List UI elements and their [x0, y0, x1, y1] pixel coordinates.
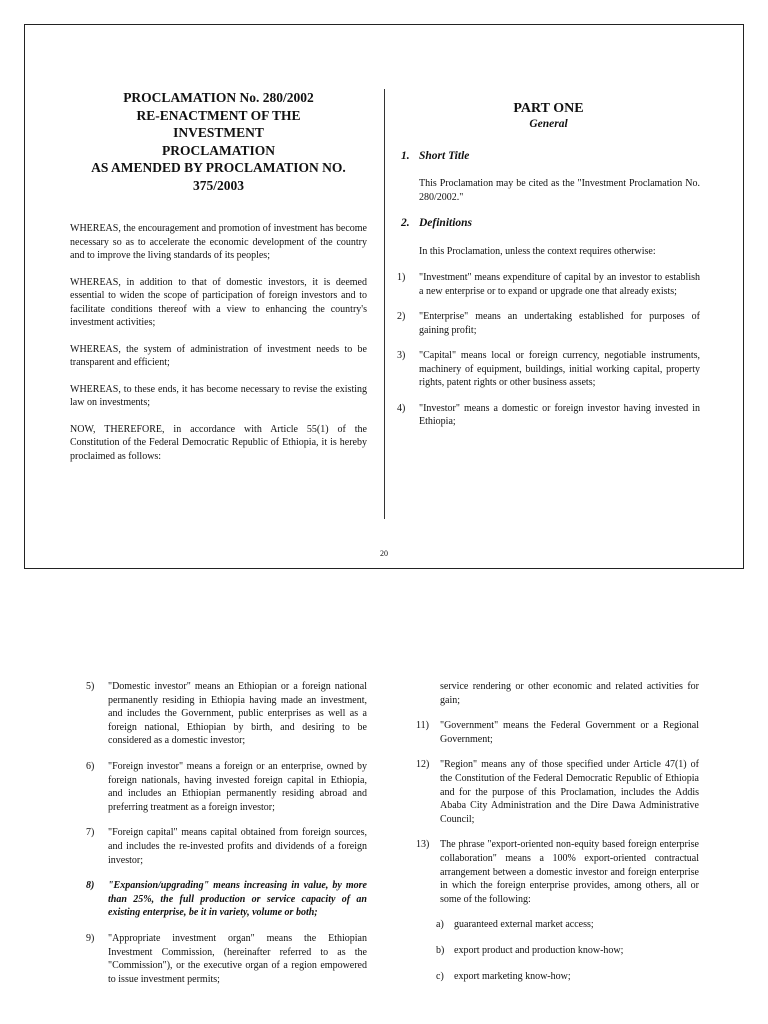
definition-item: [86, 932, 367, 986]
item-text: "Investor" means a domestic or foreign investor having invested in Ethiopia;: [419, 402, 700, 427]
item-number: 6): [86, 760, 95, 772]
sub-item-text: export product and production know-how;: [454, 944, 624, 956]
sub-item-letter: b): [436, 944, 445, 956]
definition-item: [397, 349, 700, 390]
item-number: 8): [86, 880, 95, 892]
item-text: "Domestic investor" means an Ethiopian or a foreign national permanently residing in Ethiopia having made an investment, and includes the Government, public enterprises as well as a foreign national, Ethiopian by birth, and desiring to be considered as a domestic investor;: [108, 681, 367, 747]
definition-item: [416, 719, 699, 746]
section-heading-short-title: [401, 150, 700, 164]
item-number: 3): [397, 350, 406, 361]
title-line: AS AMENDED BY PROCLAMATION NO.: [91, 160, 346, 175]
item-text: "Foreign capital" means capital obtained from foreign sources, and includes the re-invested profits and dividends of a foreign investor;: [108, 827, 367, 866]
definition-item: [397, 402, 700, 429]
item-number: 1): [397, 272, 406, 283]
item-text: "Capital" means local or foreign currency, negotiable instruments, machinery of equipment, buildings, initial working capital, property rights, patent rights or other business assets;: [419, 350, 700, 388]
continued-text: service rendering or other economic and related activities for gain;: [440, 681, 699, 706]
whereas-paragraph: WHEREAS, in addition to that of domestic investors, it is deemed essential to widen the scope of participation of foreign investors and to facilitate conditions thereof with a view to enhancing the country's investment activities;: [70, 276, 367, 328]
definition-item-amended: [86, 879, 367, 920]
section-heading-definitions: [401, 217, 700, 231]
whereas-paragraph: WHEREAS, to these ends, it has become necessary to revise the existing law on investments;: [70, 383, 367, 408]
part-title: PART ONE: [513, 101, 584, 116]
section-text: This Proclamation may be cited as the "Investment Proclamation No. 280/2002.": [419, 178, 700, 203]
section-intro: In this Proclamation, unless the context requires otherwise:: [419, 245, 656, 257]
item-number: 5): [86, 681, 95, 692]
column-divider: [384, 89, 385, 519]
section-title: Definitions: [419, 217, 473, 229]
item-number: 11): [416, 720, 429, 732]
definition-item: [397, 271, 700, 298]
item-text: "Government" means the Federal Government or a Regional Government;: [440, 720, 699, 745]
title-line: RE-ENACTMENT OF THE: [136, 107, 301, 123]
item-number: 2): [397, 311, 406, 322]
item-text: "Region" means any of those specified under Article 47(1) of the Constitution of the Federal Democratic Republic of Ethiopia and for the purpose of this Proclamation, includes the Addis Ababa City Administration and the Dire Dawa Administrative Council;: [440, 759, 699, 825]
definition-item: [86, 680, 367, 748]
item-text: "Investment" means expenditure of capital by an investor to establish a new enterprise or to expand or upgrade one that already exists;: [419, 272, 700, 297]
item-text: "Appropriate investment organ" means the Ethiopian Investment Commission, (hereinafter referred to as the "Commission"), or the executive organ of a region empowered to issue investment permits;: [108, 932, 367, 985]
definition-item: [416, 838, 699, 906]
section-number: 1.: [401, 149, 410, 162]
sub-item-letter: c): [436, 970, 444, 982]
sub-item: [436, 944, 699, 958]
item-text: "Enterprise" means an undertaking established for purposes of gaining profit;: [419, 311, 700, 336]
title-line: PROCLAMATION No. 280/2002: [123, 90, 314, 105]
whereas-paragraph: WHEREAS, the encouragement and promotion of investment has become necessary so as to accelerate the economic development of the country and to improve the living standards of its peoples;: [70, 223, 367, 261]
right-column: [397, 100, 700, 441]
right-column: [416, 680, 699, 995]
item-text: "Expansion/upgrading" means increasing in value, by more than 25%, the full production or service capacity of an existing enterprise, be it in variety, volume or both;: [108, 880, 367, 919]
page-number: 20: [380, 549, 388, 558]
sub-item-text: guaranteed external market access;: [454, 919, 594, 931]
left-column: [86, 680, 367, 998]
left-column: [70, 89, 367, 476]
section-title: Short Title: [419, 149, 470, 162]
whereas-paragraph: WHEREAS, the system of administration of investment needs to be transparent and efficient;: [70, 343, 367, 368]
sub-item: [436, 970, 699, 984]
proclamation-clause: NOW, THEREFORE, in accordance with Article 55(1) of the Constitution of the Federal Democratic Republic of Ethiopia, it is hereby proclaimed as follows:: [70, 423, 367, 462]
part-subtitle: General: [529, 118, 568, 130]
page-21: [0, 600, 768, 1024]
definition-item: [86, 826, 367, 867]
item-number: 4): [397, 402, 406, 414]
item-number: 7): [86, 827, 95, 839]
definition-item: [416, 758, 699, 826]
sub-item-text: export marketing know-how;: [454, 970, 571, 982]
item-number: 13): [416, 839, 430, 851]
title-line: 375/2003: [192, 177, 244, 193]
sub-item: [436, 918, 699, 932]
item-number: 12): [416, 759, 430, 771]
sub-item-letter: a): [436, 919, 444, 931]
item-text: The phrase "export-oriented non-equity based foreign enterprise collaboration" means a 100% export-oriented contractual arrangement between a domestic investor and foreign enterprise in which the foreign enterprise provides, among others, all or some of the following:: [440, 839, 699, 905]
title-line: PROCLAMATION: [162, 142, 275, 158]
title-line: INVESTMENT: [173, 125, 264, 140]
page-20: [24, 24, 744, 569]
definition-item: [397, 310, 700, 337]
section-number: 2.: [401, 217, 410, 229]
item-text: "Foreign investor" means a foreign or an enterprise, owned by foreign nationals, having invested foreign capital in Ethiopia, and includes an Ethiopian permanently residing abroad and preferring treatment as a foreign investor;: [108, 760, 367, 813]
item-number: 9): [86, 932, 95, 944]
definition-item: [86, 760, 367, 814]
proclamation-title: [70, 89, 367, 194]
